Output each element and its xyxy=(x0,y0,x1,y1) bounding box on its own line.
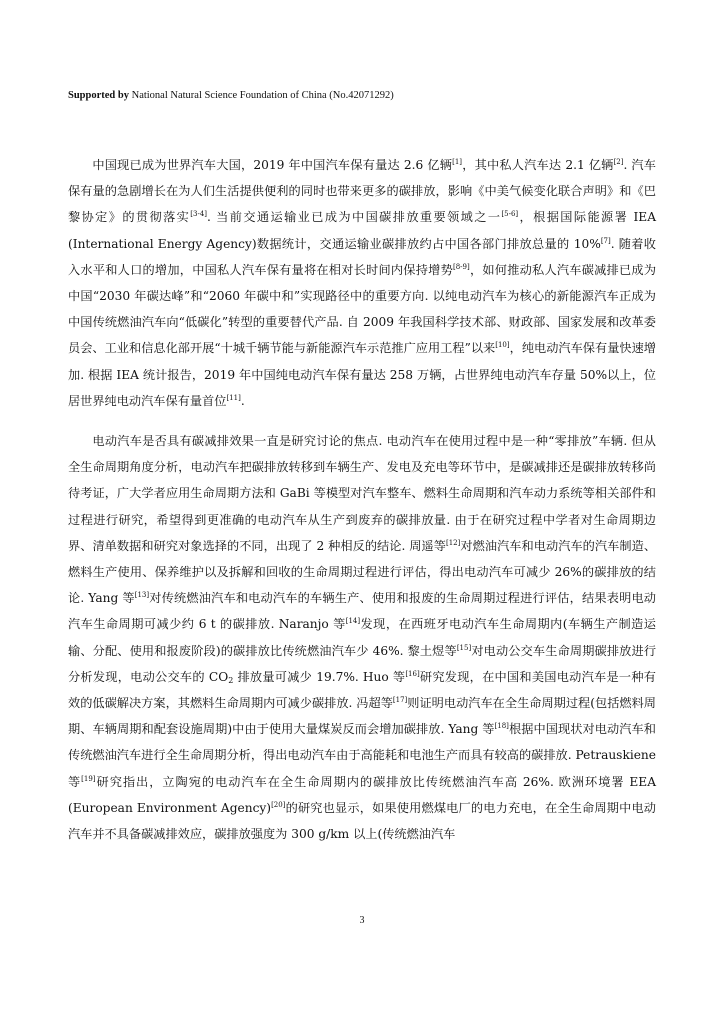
text-run: 发现，在西班牙电动汽车生命周期内(车辆生产制造运输、分配、使用和报废阶段)的碳排放比传统燃油汽车少 46%. 黎土煜等 xyxy=(68,617,656,658)
text-run: . xyxy=(240,393,245,408)
text-run: 对传统燃油汽车和电动汽车的车辆生产、使用和报废的生命周期过程进行评估，结果表明电动汽车生命周期可减少约 6 t 的碳排放. Naranjo 等 xyxy=(68,591,656,632)
text-run: . 当前交通运输业已成为中国碳排放重要领域之一 xyxy=(207,210,502,225)
citation-ref: [8-9] xyxy=(452,262,470,271)
citation-ref: [12] xyxy=(445,538,461,547)
text-run: ，根据国际能源署 IEA (International Energy Agency)数据统计，交通运输业碳排放约占中国各部门排放总量的 10% xyxy=(68,210,657,251)
citation-ref: [11] xyxy=(226,393,241,402)
text-run: 排放量可减少 19.7%. Huo 等 xyxy=(233,669,406,684)
text-run: ，纯电动汽车保有量快速增加. 根据 IEA 统计报告，2019 年中国纯电动汽车保有量达 258 万辆，占世界纯电动汽车存量 50%以上，位居世界纯电动汽车保有量首位 xyxy=(68,341,656,408)
citation-ref: [17] xyxy=(392,696,408,705)
subscript: 2 xyxy=(228,675,234,685)
text-run: 对燃油汽车和电动汽车的汽车制造、燃料生产使用、保养维护以及拆解和回收的生命周期过程进行评估，得出电动汽车可减少 26%的碳排放的结论. Yang 等 xyxy=(68,538,657,606)
citation-ref: [18] xyxy=(494,722,509,731)
citation-ref: [2] xyxy=(613,158,624,166)
citation-ref: [13] xyxy=(134,591,150,600)
text-run: 的研究也显示，如果使用燃煤电厂的电力充电，在全生命周期中电动汽车并不具备碳减排效应，碳排放强度为 300 g/km 以上(传统燃油汽车 xyxy=(68,800,656,842)
text-run: 研究指出，立陶宛的电动汽车在全生命周期内的碳排放比传统燃油汽车高 26%. 欧洲环境署 EEA (European Environment Agency) xyxy=(68,774,656,815)
citation-ref: [7] xyxy=(600,236,611,245)
text-run: ，如何推动私人汽车碳减排已成为中国“2030 年碳达峰”和“2060 年碳中和”实现路径中的重要方向. 以纯电动汽车为核心的新能源汽车正成为中国传统燃油汽车向“低碳化”转型的重要替代产品. 自 2009 年我国科学技术部、财政部、国家发展和改革委员会、工业和信息化部开展“十城千辆节能与新能源汽车示范推广应用工程”以来 xyxy=(68,262,657,356)
funding-note xyxy=(68,90,668,101)
citation-ref: [1] xyxy=(452,158,463,166)
text-run: 电动汽车是否具有碳减排效果一直是研究讨论的焦点. 电动汽车在使用过程中是一种“零排放”车辆. 但从全生命周期角度分析，电动汽车把碳排放转移到车辆生产、发电及充电等环节中，是碳减排还是碳排放转移尚待考证，广大学者应用生命周期方法和 GaBi 等模型对汽车整车、燃料生命周期和汽车动力系统等相关部件和过程进行研究，希望得到更准确的电动汽车从生产到废弃的碳排放量. 由于在研究过程中学者对生命周期边界、清单数据和研究对象选择的不同，出现了 2 种相反的结论. 周遥等 xyxy=(68,434,656,553)
citation-ref: [10] xyxy=(495,341,510,350)
page-number: 3 xyxy=(359,915,365,926)
text-run: ，其中私人汽车达 2.1 亿辆 xyxy=(462,158,614,172)
text-run: . 汽车保有量的急剧增长在为人们生活提供便利的同时也带来更多的碳排放，影响《中美气候变化联合声明》和《巴黎协定》的贯彻落实 xyxy=(68,158,656,225)
funding-text: National Natural Science Foundation of China (No.42071292) xyxy=(128,90,394,101)
citation-ref: [16] xyxy=(405,669,420,678)
paragraph-1 xyxy=(68,152,656,414)
funding-label: Supported by xyxy=(68,90,129,101)
citation-ref: [3-4] xyxy=(190,210,207,219)
citation-ref: [15] xyxy=(456,643,472,652)
text-run: 中国现已成为世界汽车大国，2019 年中国汽车保有量达 2.6 亿辆 xyxy=(92,158,453,172)
text-run: 则证明电动汽车在全生命周期过程(包括燃料周期、车辆周期和配套设施周期)中由于使用大量煤炭反而会增加碳排放. Yang 等 xyxy=(68,696,656,737)
text-run: . 随着收入水平和人口的增加，中国私人汽车保有量将在相对长时间内保持增势 xyxy=(68,236,656,277)
citation-ref: [14] xyxy=(345,617,361,626)
text-run: 对电动公交车生命周期碳排放进行分析发现，电动公交车的 CO xyxy=(68,643,657,684)
citation-ref: [19] xyxy=(81,774,96,783)
text-run: 研究发现，在中国和美国电动汽车是一种有效的低碳解决方案，其燃料生命周期内可减少碳排放. 冯超等 xyxy=(68,669,656,711)
text-run: 根据中国现状对电动汽车和传统燃油汽车进行全生命周期分析，得出电动汽车由于高能耗和电池生产而具有较高的碳排放. Petrauskiene 等 xyxy=(68,722,656,789)
body-text xyxy=(68,152,656,847)
paragraph-2 xyxy=(68,428,656,847)
citation-ref: [20] xyxy=(271,800,286,809)
citation-ref: [5-6] xyxy=(501,210,519,219)
